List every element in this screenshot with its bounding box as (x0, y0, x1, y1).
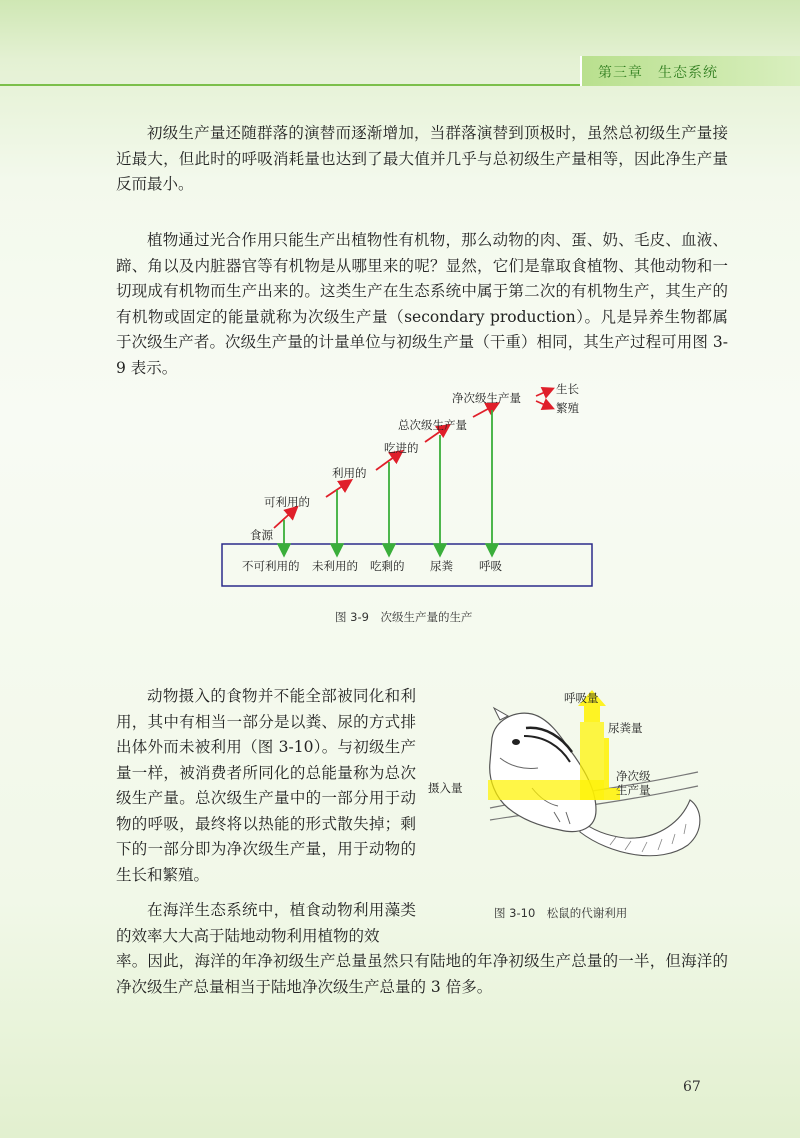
label-used: 利用的 (332, 466, 367, 480)
label-respiration-amount: 呼吸量 (564, 691, 599, 705)
label-net-line-1: 净次级 (616, 769, 651, 783)
label-net-secondary-production: 净次级生产量 (452, 391, 521, 405)
paragraph-assimilation: 动物摄入的食物并不能全部被同化和利用，其中有相当一部分是以粪、尿的方式排出体外而未被利用（图 3-10）。与初级生产量一样，被消费者所同化的总能量称为总次级生产量。总次级生产量中的一部分用于动物的呼吸，最终将以热能的形式散失掉；剩下的一部分即为净次级生产量，用于动物的生长和繁殖。 (116, 687, 416, 884)
label-gross-secondary-production: 总次级生产量 (398, 418, 467, 432)
paragraph-marine-start: 在海洋生态系统中，植食动物利用藻类的效率大大高于陆地动物利用植物的效 (116, 901, 416, 945)
figure-3-9-caption: 图 3-9 次级生产量的生产 (335, 610, 473, 624)
assimilation-column-highlight (580, 722, 604, 800)
figure-3-10-caption: 图 3-10 松鼠的代谢利用 (494, 906, 628, 920)
paragraph-primary-production: 初级生产量还随群落的演替而逐渐增加，当群落演替到顶极时，虽然总初级生产量接近最大，但此时的呼吸消耗量也达到了最大值并几乎与总初级生产量相等，因此净生产量反而最小。 (116, 124, 728, 193)
page-number: 67 (683, 1079, 701, 1095)
arrow-food-to-available (274, 508, 296, 528)
paragraph-secondary-production: 植物通过光合作用只能生产出植物性有机物，那么动物的肉、蛋、奶、毛皮、血液、蹄、角以及内脏器官等有机物是从哪里来的呢？显然，它们是靠取食植物、其他动物和一切现成有机物而生产出来的。这类生产在生态系统中属于第二次的有机物生产，其生产的有机物或固定的能量就称为次级生产量（secondary production）。凡是异养生物都属于次级生产者。次级生产量的计量单位与初级生产量（干重）相同，其生产过程可用图 3-9 表示。 (116, 231, 728, 377)
arrow-gross-to-net (473, 404, 497, 417)
arrow-net-to-growth (536, 389, 552, 396)
figure-squirrel-metabolism (420, 680, 710, 890)
excretion-bar (604, 738, 609, 788)
label-excreta: 尿粪 (430, 559, 453, 573)
label-reproduction: 繁殖 (556, 401, 579, 415)
label-unavailable: 不可利用的 (242, 559, 300, 573)
label-ingested: 吃进的 (384, 441, 419, 455)
label-growth: 生长 (556, 382, 579, 396)
paragraph-marine-end: 率。因此，海洋的年净初级生产总量虽然只有陆地的年净初级生产总量的一半，但海洋的净次级生产总量相当于陆地净次级生产总量的 3 倍多。 (116, 952, 728, 996)
figure-secondary-production-diagram (200, 380, 620, 600)
label-unused: 未利用的 (312, 559, 358, 573)
chapter-title: 第三章 生态系统 (598, 65, 718, 81)
label-respiration: 呼吸 (479, 559, 502, 573)
label-intake-amount: 摄入量 (428, 781, 463, 795)
label-available: 可利用的 (264, 495, 310, 509)
label-food-source: 食源 (250, 528, 273, 542)
label-net-line-2: 生产量 (616, 783, 651, 797)
arrow-net-to-reproduction (536, 401, 552, 408)
label-leftover: 吃剩的 (370, 559, 405, 573)
squirrel-eye (512, 739, 520, 745)
label-net-secondary-amount (616, 769, 654, 797)
arrow-available-to-used (326, 481, 350, 497)
label-excretion-amount: 尿粪量 (608, 721, 643, 735)
squirrel-tail (580, 800, 700, 856)
